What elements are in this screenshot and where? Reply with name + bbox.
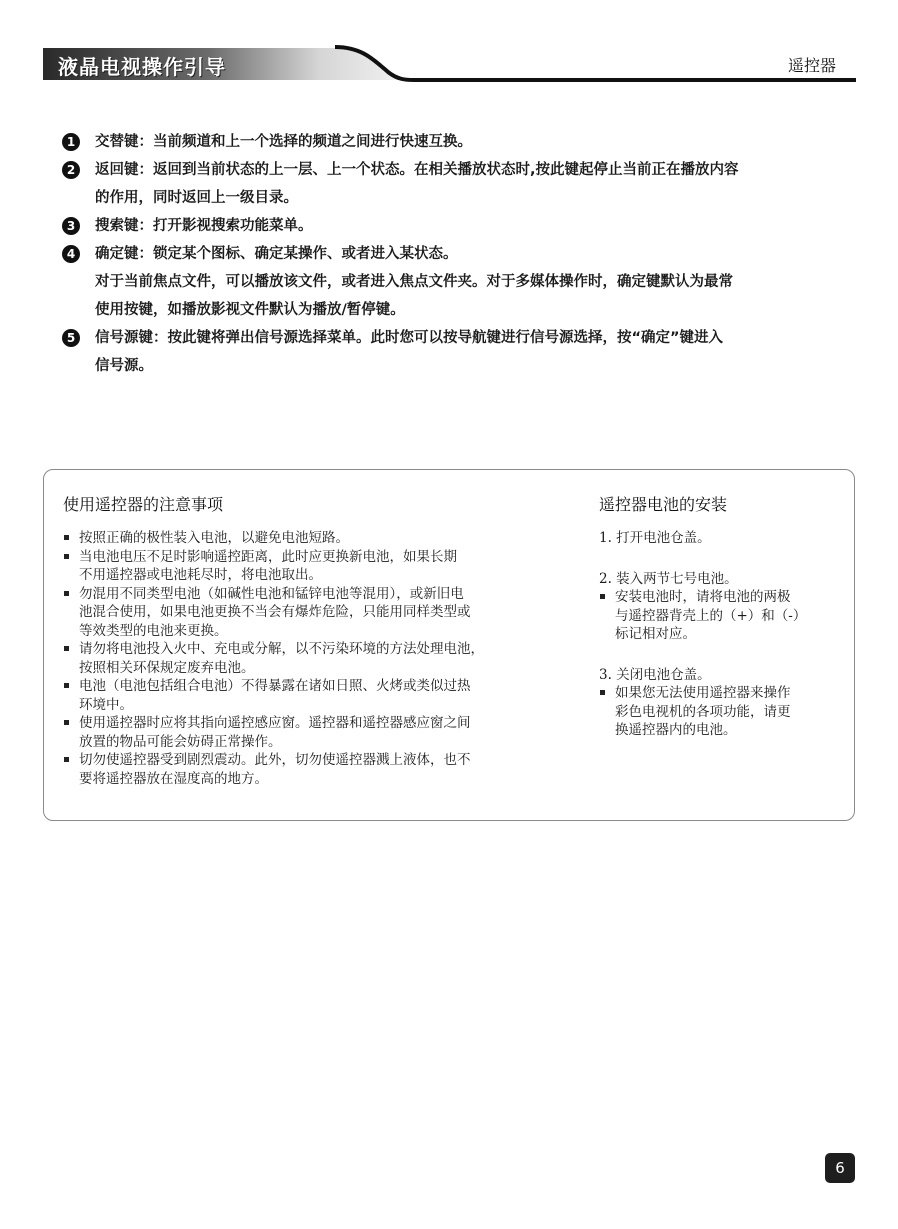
- usage-notes-title: 使用遥控器的注意事项: [63, 495, 224, 514]
- usage-notes-list: [63, 529, 573, 788]
- key-text: 对于当前焦点文件，可以播放该文件，或者进入焦点文件夹。对于多媒体操作时，确定键默认为最常: [95, 274, 733, 290]
- install-step-2: 2. 装入两节七号电池。: [599, 570, 738, 587]
- number-badge: 3: [62, 217, 80, 235]
- install-step-1: 1. 打开电池仓盖。: [599, 530, 711, 546]
- list-item-text: 环境中。: [79, 696, 133, 713]
- notice-box: [43, 469, 855, 821]
- battery-install-title: 遥控器电池的安装: [599, 495, 728, 514]
- install-step-2-notes: [599, 588, 849, 644]
- list-item-text: 请勿将电池投入火中、充电或分解，以不污染环境的方法处理电池，: [79, 641, 484, 657]
- key-text: 搜索键：打开影视搜索功能菜单。: [95, 218, 313, 234]
- key-text: 确定键：锁定某个图标、确定某操作、或者进入某状态。: [95, 246, 458, 262]
- list-item-text: 标记相对应。: [615, 626, 696, 642]
- list-item-text: 与遥控器背壳上的（+）和（-）: [615, 607, 807, 624]
- number-badge: 5: [62, 329, 80, 347]
- list-item-text: 使用遥控器时应将其指向遥控感应窗。遥控器和遥控器感应窗之间: [79, 715, 471, 731]
- number-badge: 4: [62, 245, 80, 263]
- list-item: [63, 585, 573, 641]
- page-number: 6: [825, 1153, 855, 1183]
- list-item-text: 不用遥控器或电池耗尽时，将电池取出。: [79, 567, 322, 583]
- battery-install: [599, 492, 849, 740]
- list-item-text: 彩色电视机的各项功能，请更: [615, 703, 791, 720]
- list-item-text: 等效类型的电池来更换。: [79, 622, 228, 639]
- list-item-text: 放置的物品可能会妨碍正常操作。: [79, 733, 282, 750]
- list-item-text: 如果您无法使用遥控器来操作: [615, 685, 791, 701]
- list-item-text: 要将遥控器放在湿度高的地方。: [79, 770, 268, 787]
- list-item: [63, 529, 573, 548]
- key-text: 返回键：返回到当前状态的上一层、上一个状态。在相关播放状态时,按此键起停止当前正在播放内容: [95, 162, 739, 178]
- key-text: 交替键：当前频道和上一个选择的频道之间进行快速互换。: [95, 134, 472, 150]
- key-text: 信号源。: [95, 358, 153, 374]
- key-text: 信号源键：按此键将弹出信号源选择菜单。此时您可以按导航键进行信号源选择，按“确定”键进入: [95, 330, 724, 346]
- list-item-text: 勿混用不同类型电池（如碱性电池和锰锌电池等混用），或新旧电: [79, 585, 464, 602]
- list-item: [63, 677, 573, 714]
- key-description-list: [62, 128, 842, 380]
- list-item-text: 电池（电池包括组合电池）不得暴露在诸如日照、火烤或类似过热: [79, 678, 471, 694]
- list-item: [63, 714, 573, 751]
- list-item-text: 切勿使遥控器受到剧烈震动。此外，切勿使遥控器溅上液体，也不: [79, 752, 471, 768]
- manual-title: 液晶电视操作引导: [58, 55, 226, 79]
- key-item: [62, 156, 842, 212]
- install-step-3: 3. 关闭电池仓盖。: [599, 666, 711, 683]
- list-item: [599, 588, 849, 644]
- key-text: 的作用，同时返回上一级目录。: [95, 190, 298, 206]
- number-badge: 1: [62, 133, 80, 151]
- list-item-text: 按照正确的极性装入电池，以避免电池短路。: [79, 530, 349, 546]
- key-item: [62, 128, 842, 156]
- number-badge: 2: [62, 161, 80, 179]
- usage-notes: [63, 492, 573, 788]
- list-item: [63, 548, 573, 585]
- list-item-text: 安装电池时，请将电池的两极: [615, 589, 791, 605]
- list-item-text: 当电池电压不足时影响遥控距离，此时应更换新电池，如果长期: [79, 548, 457, 565]
- list-item-text: 按照相关环保规定废弃电池。: [79, 659, 255, 676]
- list-item: [63, 751, 573, 788]
- page-header: [0, 0, 898, 90]
- list-item-text: 池混合使用，如果电池更换不当会有爆炸危险，只能用同样类型或: [79, 604, 471, 620]
- key-text: 使用按键，如播放影视文件默认为播放/暂停键。: [95, 302, 405, 318]
- section-label: 遥控器: [787, 56, 836, 75]
- list-item: [599, 684, 849, 740]
- list-item-text: 换遥控器内的电池。: [615, 722, 737, 738]
- list-item: [63, 640, 573, 677]
- key-item: [62, 240, 842, 324]
- key-item: [62, 212, 842, 240]
- install-step-3-notes: [599, 684, 849, 740]
- key-item: [62, 324, 842, 380]
